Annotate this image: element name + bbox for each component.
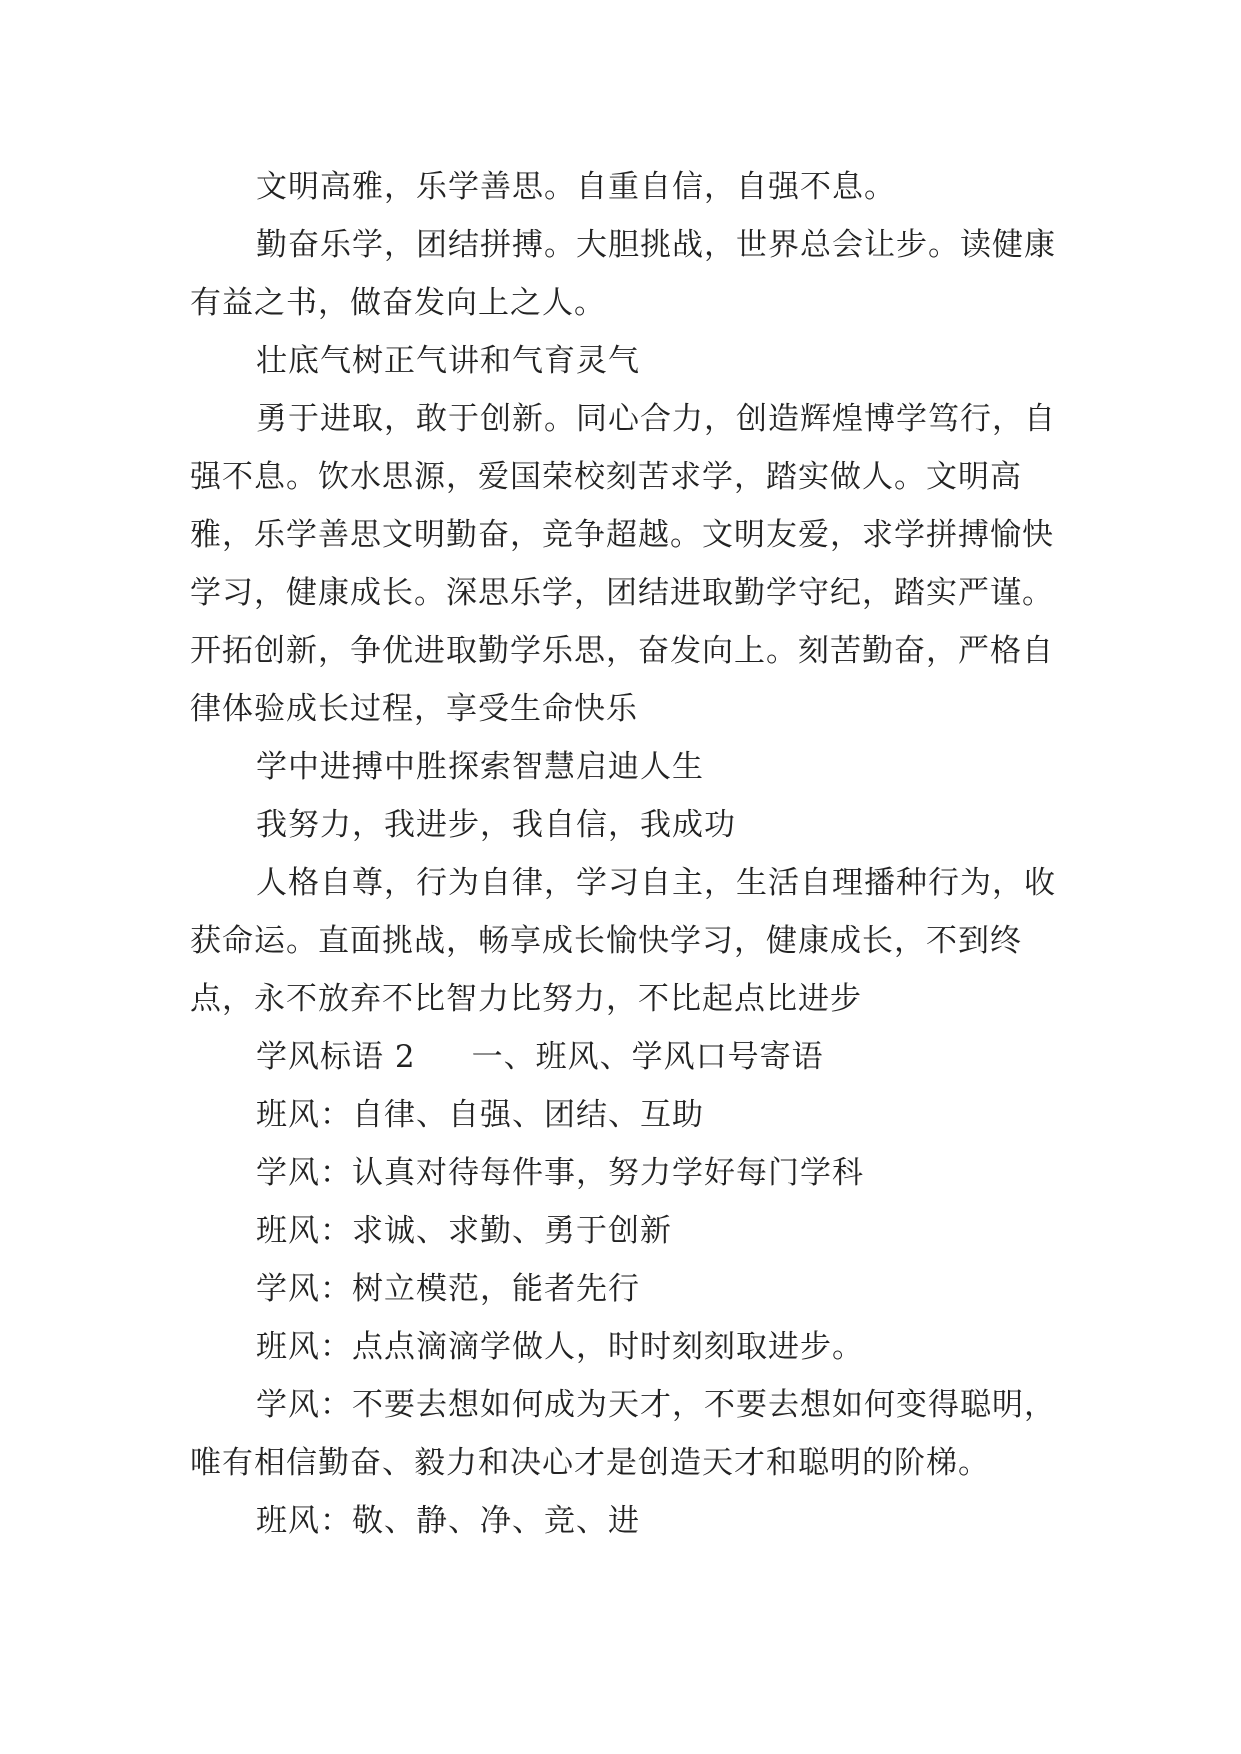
paragraph: 人格自尊，行为自律，学习自主，生活自理播种行为，收获命运。直面挑战，畅享成长愉快学习，健康成长，不到终点，永不放弃不比智力比努力，不比起点比进步 (190, 865, 1056, 1017)
paragraph: 勤奋乐学，团结拼搏。大胆挑战，世界总会让步。读健康有益之书，做奋发向上之人。 (190, 227, 1056, 321)
section-heading-label: 学风标语 2 (256, 1039, 416, 1075)
document-body (190, 158, 1070, 1550)
slogan-line: 学风：认真对待每件事，努力学好每门学科 (256, 1155, 864, 1191)
slogan-line: 班风：敬、静、净、竞、进 (256, 1503, 640, 1539)
section-heading-line (190, 1028, 1070, 1086)
slogan-line: 班风：点点滴滴学做人，时时刻刻取进步。 (256, 1329, 864, 1365)
slogan-line: 班风：自律、自强、团结、互助 (256, 1097, 704, 1133)
paragraph: 我努力，我进步，我自信，我成功 (256, 807, 736, 843)
paragraph: 学中进搏中胜探索智慧启迪人生 (256, 749, 704, 785)
paragraph: 壮底气树正气讲和气育灵气 (256, 343, 640, 379)
section-subheading: 一、班风、学风口号寄语 (471, 1039, 824, 1075)
slogan-line: 学风：树立模范，能者先行 (256, 1271, 640, 1307)
paragraph: 文明高雅，乐学善思。自重自信，自强不息。 (256, 169, 896, 205)
paragraph: 勇于进取，敢于创新。同心合力，创造辉煌博学笃行，自强不息。饮水思源，爱国荣校刻苦求学，踏实做人。文明高雅，乐学善思文明勤奋，竞争超越。文明友爱，求学拼搏愉快学习，健康成长。深思乐学，团结进取勤学守纪，踏实严谨。开拓创新，争优进取勤学乐思，奋发向上。刻苦勤奋，严格自律体验成长过程，享受生命快乐 (190, 401, 1056, 727)
slogan-line: 班风：求诚、求勤、勇于创新 (256, 1213, 672, 1249)
slogan-line: 学风：不要去想如何成为天才，不要去想如何变得聪明，唯有相信勤奋、毅力和决心才是创造天才和聪明的阶梯。 (190, 1387, 1056, 1481)
